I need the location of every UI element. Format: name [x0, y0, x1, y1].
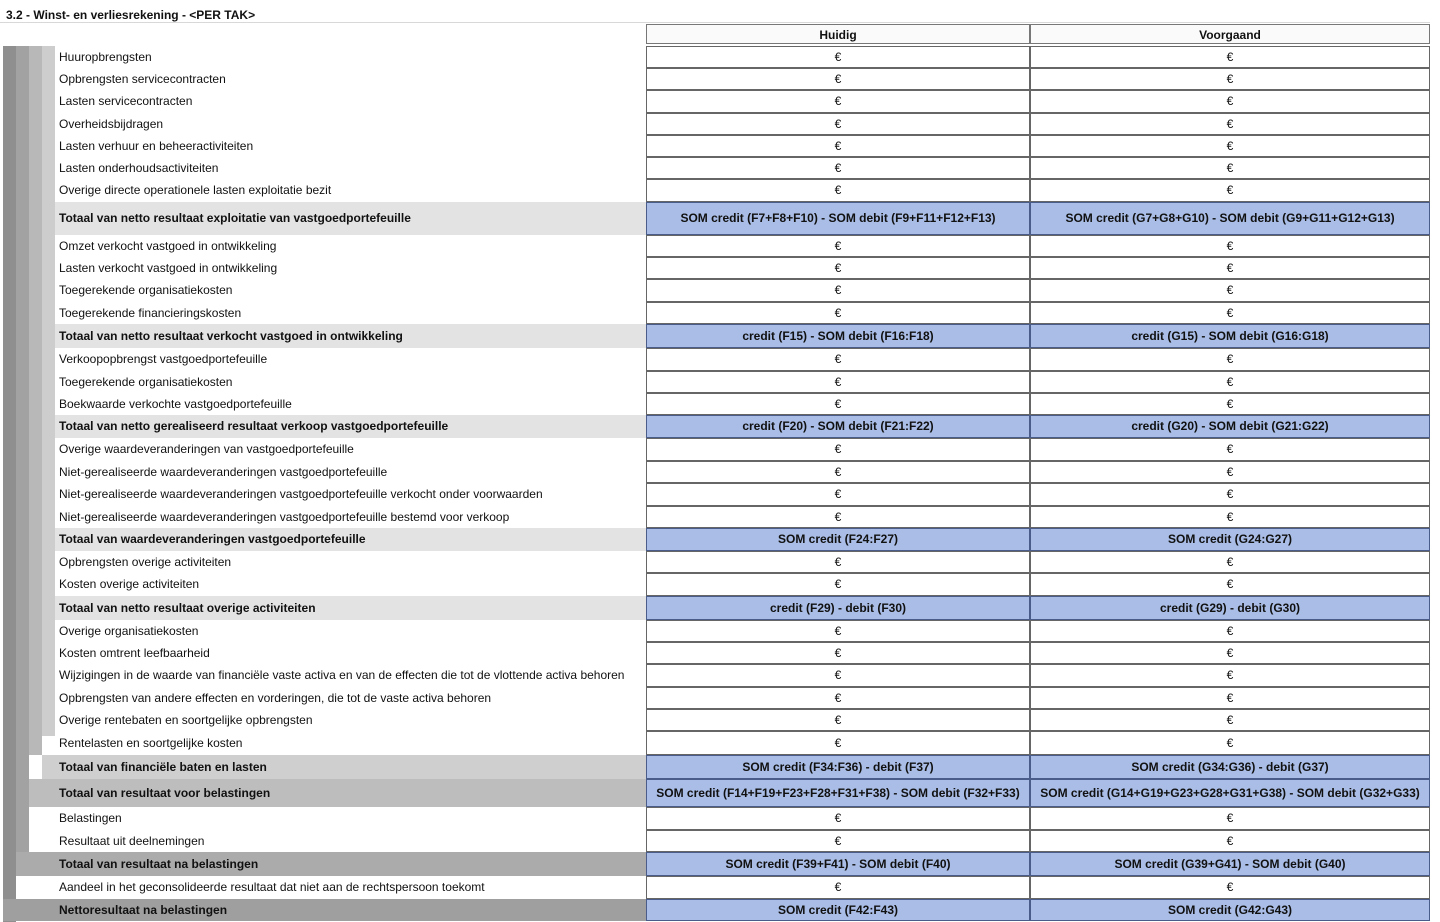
row-label: Boekwaarde verkochte vastgoedportefeuille	[59, 397, 292, 411]
value-cell-huidig[interactable]: €	[646, 393, 1030, 415]
row-label: Lasten verkocht vastgoed in ontwikkeling	[59, 261, 278, 275]
row-label: Opbrengsten overige activiteiten	[59, 555, 232, 569]
value-cell-voorgaand[interactable]: €	[1030, 113, 1430, 135]
table-row	[0, 393, 1430, 415]
table-row	[0, 461, 1430, 483]
table-row	[0, 483, 1430, 506]
table-row	[0, 620, 1430, 642]
formula-cell-huidig[interactable]: credit (F15) - SOM debit (F16:F18)	[646, 324, 1030, 348]
value-cell-huidig[interactable]: €	[646, 731, 1030, 755]
value-cell-voorgaand[interactable]: €	[1030, 348, 1430, 371]
table-row	[0, 687, 1430, 709]
value-cell-huidig[interactable]: €	[646, 551, 1030, 573]
value-cell-voorgaand[interactable]: €	[1030, 90, 1430, 113]
total-row	[0, 528, 1430, 551]
formula-cell-huidig[interactable]: SOM credit (F14+F19+F23+F28+F31+F38) - SOM debit (F32+F33)	[646, 779, 1030, 807]
formula-cell-voorgaand[interactable]: SOM credit (G34:G36) - debit (G37)	[1030, 755, 1430, 779]
column-header-voorgaand: Voorgaand	[1030, 24, 1430, 44]
row-label: Totaal van resultaat na belastingen	[59, 857, 259, 871]
row-label: Overige rentebaten en soortgelijke opbrengsten	[59, 713, 313, 727]
value-cell-huidig[interactable]: €	[646, 483, 1030, 506]
table-row	[0, 807, 1430, 830]
formula-cell-huidig[interactable]: credit (F29) - debit (F30)	[646, 596, 1030, 620]
value-cell-huidig[interactable]: €	[646, 687, 1030, 709]
row-label: Aandeel in het geconsolideerde resultaat dat niet aan de rechtspersoon toekomt	[59, 880, 485, 894]
table-row	[0, 257, 1430, 279]
table-row	[0, 279, 1430, 302]
formula-cell-voorgaand[interactable]: SOM credit (G42:G43)	[1030, 899, 1430, 921]
value-cell-huidig[interactable]: €	[646, 348, 1030, 371]
value-cell-voorgaand[interactable]: €	[1030, 393, 1430, 415]
table-row	[0, 157, 1430, 179]
table-row	[0, 551, 1430, 573]
table-row	[0, 876, 1430, 899]
value-cell-voorgaand[interactable]: €	[1030, 876, 1430, 899]
value-cell-huidig[interactable]: €	[646, 235, 1030, 257]
value-cell-voorgaand[interactable]: €	[1030, 709, 1430, 731]
row-label: Belastingen	[59, 811, 122, 825]
table-row	[0, 113, 1430, 135]
table-row	[0, 46, 1430, 68]
table-row	[0, 235, 1430, 257]
value-cell-voorgaand[interactable]: €	[1030, 687, 1430, 709]
value-cell-huidig[interactable]: €	[646, 506, 1030, 528]
row-label: Toegerekende financieringskosten	[59, 306, 242, 320]
value-cell-huidig[interactable]: €	[646, 807, 1030, 830]
table-row	[0, 348, 1430, 371]
row-label: Omzet verkocht vastgoed in ontwikkeling	[59, 239, 277, 253]
value-cell-voorgaand[interactable]: €	[1030, 551, 1430, 573]
value-cell-voorgaand[interactable]: €	[1030, 461, 1430, 483]
value-cell-voorgaand[interactable]: €	[1030, 573, 1430, 596]
value-cell-huidig[interactable]: €	[646, 113, 1030, 135]
column-header-huidig: Huidig	[646, 24, 1030, 44]
value-cell-voorgaand[interactable]: €	[1030, 257, 1430, 279]
formula-cell-voorgaand[interactable]: SOM credit (G24:G27)	[1030, 528, 1430, 551]
formula-cell-voorgaand[interactable]: credit (G20) - SOM debit (G21:G22)	[1030, 415, 1430, 438]
row-label: Totaal van financiële baten en lasten	[59, 760, 267, 774]
formula-cell-voorgaand[interactable]: SOM credit (G14+G19+G23+G28+G31+G38) - SOM debit (G32+G33)	[1030, 779, 1430, 807]
table-row	[0, 642, 1430, 664]
table-row	[0, 90, 1430, 113]
value-cell-voorgaand[interactable]: €	[1030, 664, 1430, 687]
formula-cell-huidig[interactable]: SOM credit (F42:F43)	[646, 899, 1030, 921]
table-row	[0, 830, 1430, 852]
value-cell-voorgaand[interactable]: €	[1030, 135, 1430, 157]
value-cell-huidig[interactable]: €	[646, 135, 1030, 157]
row-label: Overige directe operationele lasten exploitatie bezit	[59, 183, 332, 197]
row-label: Overige organisatiekosten	[59, 624, 199, 638]
value-cell-huidig[interactable]: €	[646, 279, 1030, 302]
title-divider	[0, 22, 1430, 23]
value-cell-huidig[interactable]: €	[646, 257, 1030, 279]
value-cell-huidig[interactable]: €	[646, 157, 1030, 179]
value-cell-huidig[interactable]: €	[646, 664, 1030, 687]
row-label: Kosten overige activiteiten	[59, 577, 200, 591]
row-label: Overheidsbijdragen	[59, 117, 164, 131]
value-cell-voorgaand[interactable]: €	[1030, 642, 1430, 664]
row-label: Totaal van netto resultaat overige activiteiten	[59, 601, 316, 615]
row-label: Niet-gerealiseerde waardeveranderingen vastgoedportefeuille verkocht onder voorwaarden	[59, 487, 543, 501]
table-row	[0, 573, 1430, 596]
value-cell-huidig[interactable]: €	[646, 642, 1030, 664]
value-cell-huidig[interactable]: €	[646, 830, 1030, 852]
row-label: Lasten servicecontracten	[59, 94, 193, 108]
row-label: Nettoresultaat na belastingen	[59, 903, 228, 917]
row-label: Opbrengsten van andere effecten en vorderingen, die tot de vaste activa behoren	[59, 691, 492, 705]
total-row	[0, 755, 1430, 779]
formula-cell-voorgaand[interactable]: credit (G29) - debit (G30)	[1030, 596, 1430, 620]
value-cell-voorgaand[interactable]: €	[1030, 235, 1430, 257]
value-cell-huidig[interactable]: €	[646, 179, 1030, 202]
value-cell-voorgaand[interactable]: €	[1030, 438, 1430, 461]
value-cell-voorgaand[interactable]: €	[1030, 830, 1430, 852]
row-label: Huuropbrengsten	[59, 50, 152, 64]
formula-cell-huidig[interactable]: SOM credit (F34:F36) - debit (F37)	[646, 755, 1030, 779]
table-row	[0, 709, 1430, 731]
table-row	[0, 438, 1430, 461]
value-cell-voorgaand[interactable]: €	[1030, 483, 1430, 506]
table-row	[0, 664, 1430, 687]
value-cell-huidig[interactable]: €	[646, 302, 1030, 324]
value-cell-voorgaand[interactable]: €	[1030, 302, 1430, 324]
formula-cell-huidig[interactable]: credit (F20) - SOM debit (F21:F22)	[646, 415, 1030, 438]
row-label: Totaal van netto resultaat exploitatie van vastgoedportefeuille	[59, 211, 411, 225]
table-row	[0, 506, 1430, 528]
total-row	[0, 202, 1430, 235]
formula-cell-huidig[interactable]: SOM credit (F24:F27)	[646, 528, 1030, 551]
row-label: Opbrengsten servicecontracten	[59, 72, 226, 86]
table-row	[0, 371, 1430, 393]
row-label: Overige waardeveranderingen van vastgoedportefeuille	[59, 442, 354, 456]
total-row	[0, 899, 1430, 921]
value-cell-voorgaand[interactable]: €	[1030, 46, 1430, 68]
total-row	[0, 852, 1430, 876]
table-row	[0, 302, 1430, 324]
total-row	[0, 324, 1430, 348]
row-label: Niet-gerealiseerde waardeveranderingen vastgoedportefeuille bestemd voor verkoop	[59, 510, 510, 524]
row-label: Toegerekende organisatiekosten	[59, 283, 233, 297]
value-cell-voorgaand[interactable]: €	[1030, 807, 1430, 830]
total-row	[0, 596, 1430, 620]
value-cell-huidig[interactable]: €	[646, 46, 1030, 68]
row-label: Kosten omtrent leefbaarheid	[59, 646, 210, 660]
value-cell-voorgaand[interactable]: €	[1030, 179, 1430, 202]
value-cell-voorgaand[interactable]: €	[1030, 279, 1430, 302]
row-label: Resultaat uit deelnemingen	[59, 834, 205, 848]
row-label: Totaal van netto gerealiseerd resultaat verkoop vastgoedportefeuille	[59, 419, 449, 433]
value-cell-voorgaand[interactable]: €	[1030, 68, 1430, 90]
value-cell-voorgaand[interactable]: €	[1030, 371, 1430, 393]
row-label: Niet-gerealiseerde waardeveranderingen vastgoedportefeuille	[59, 465, 388, 479]
row-label: Wijzigingen in de waarde van financiële vaste activa en van de effecten die tot de vlottende activa behoren	[59, 668, 625, 682]
value-cell-huidig[interactable]: €	[646, 709, 1030, 731]
formula-cell-voorgaand[interactable]: SOM credit (G39+G41) - SOM debit (G40)	[1030, 852, 1430, 876]
value-cell-huidig[interactable]: €	[646, 876, 1030, 899]
table-row	[0, 135, 1430, 157]
table-row	[0, 68, 1430, 90]
formula-cell-voorgaand[interactable]: credit (G15) - SOM debit (G16:G18)	[1030, 324, 1430, 348]
row-label: Totaal van waardeveranderingen vastgoedportefeuille	[59, 532, 366, 546]
value-cell-huidig[interactable]: €	[646, 620, 1030, 642]
total-row	[0, 779, 1430, 807]
value-cell-voorgaand[interactable]: €	[1030, 731, 1430, 755]
total-row	[0, 415, 1430, 438]
value-cell-huidig[interactable]: €	[646, 461, 1030, 483]
row-label: Totaal van resultaat voor belastingen	[59, 786, 271, 800]
value-cell-voorgaand[interactable]: €	[1030, 620, 1430, 642]
value-cell-huidig[interactable]: €	[646, 68, 1030, 90]
table-row	[0, 179, 1430, 202]
value-cell-voorgaand[interactable]: €	[1030, 506, 1430, 528]
formula-cell-huidig[interactable]: SOM credit (F39+F41) - SOM debit (F40)	[646, 852, 1030, 876]
value-cell-huidig[interactable]: €	[646, 573, 1030, 596]
row-label: Totaal van netto resultaat verkocht vastgoed in ontwikkeling	[59, 329, 403, 343]
value-cell-huidig[interactable]: €	[646, 371, 1030, 393]
formula-cell-voorgaand[interactable]: SOM credit (G7+G8+G10) - SOM debit (G9+G11+G12+G13)	[1030, 202, 1430, 235]
row-label: Verkoopopbrengst vastgoedportefeuille	[59, 352, 268, 366]
table-row	[0, 731, 1430, 755]
row-label: Lasten onderhoudsactiviteiten	[59, 161, 219, 175]
formula-cell-huidig[interactable]: SOM credit (F7+F8+F10) - SOM debit (F9+F11+F12+F13)	[646, 202, 1030, 235]
row-label: Lasten verhuur en beheeractiviteiten	[59, 139, 254, 153]
value-cell-huidig[interactable]: €	[646, 90, 1030, 113]
row-label: Toegerekende organisatiekosten	[59, 375, 233, 389]
row-label: Rentelasten en soortgelijke kosten	[59, 736, 243, 750]
value-cell-huidig[interactable]: €	[646, 438, 1030, 461]
page-title: 3.2 - Winst- en verliesrekening - <PER TAK>	[6, 8, 256, 22]
value-cell-voorgaand[interactable]: €	[1030, 157, 1430, 179]
